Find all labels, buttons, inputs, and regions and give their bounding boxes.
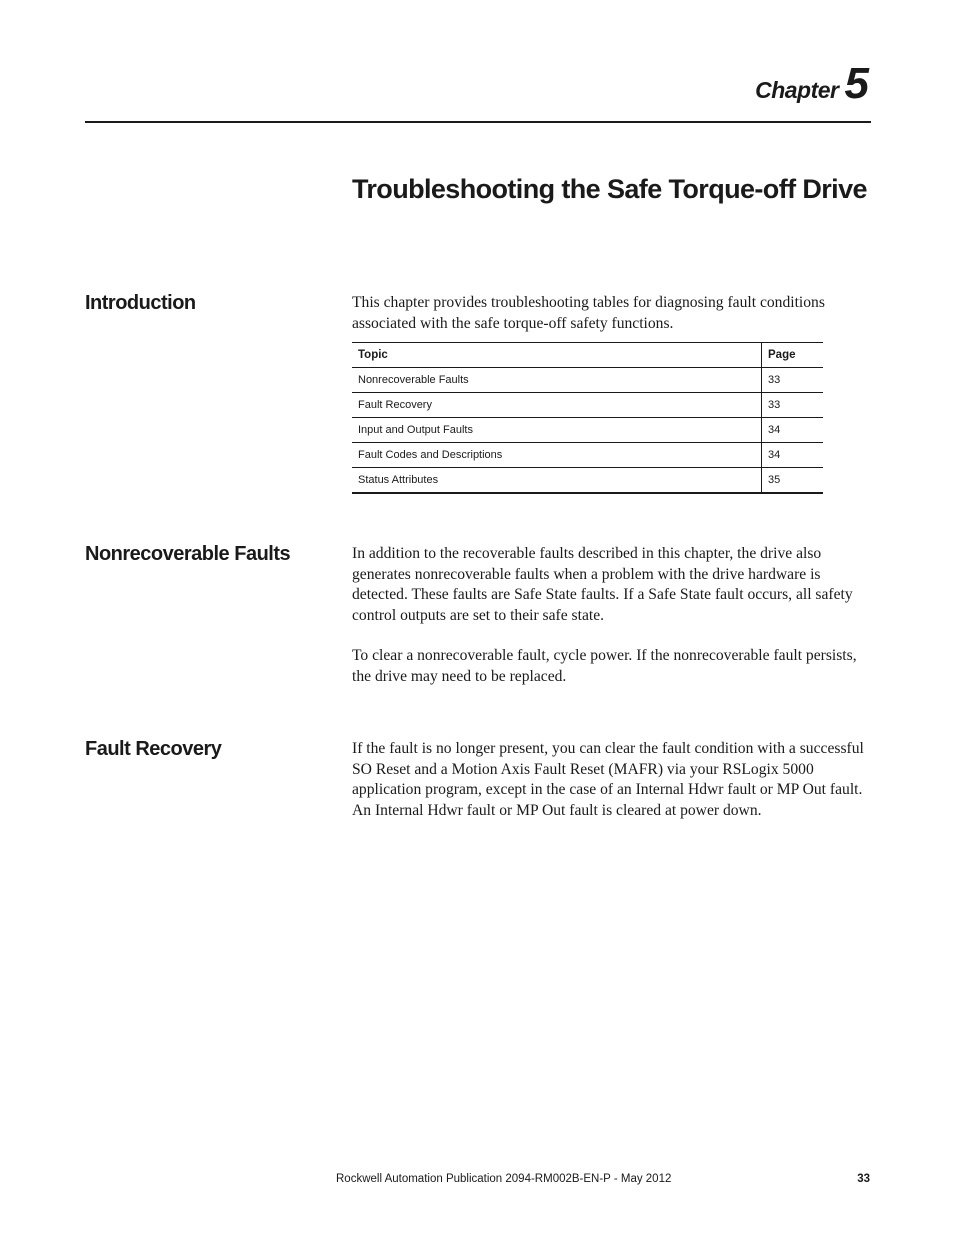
topic-column-header: Topic — [352, 343, 762, 368]
table-row — [352, 368, 823, 393]
introduction-heading: Introduction — [85, 292, 196, 314]
table-row — [352, 443, 823, 468]
nonrecoverable-paragraph-1: In addition to the recoverable faults described in this chapter, the drive also generates nonrecoverable faults when a problem with the drive hardware is detected. These faults are Safe State faults. If a Safe State fault occurs, all safety control outputs are set to their safe state. — [352, 545, 853, 624]
page-cell: 34 — [762, 443, 824, 468]
table-row — [352, 468, 823, 494]
nonrecoverable-paragraph-2: To clear a nonrecoverable fault, cycle power. If the nonrecoverable fault persists, the drive may need to be replaced. — [352, 647, 857, 685]
topic-cell: Fault Codes and Descriptions — [352, 443, 762, 468]
topic-cell: Nonrecoverable Faults — [352, 368, 762, 393]
topic-table — [352, 342, 823, 494]
footer-page-number: 33 — [857, 1173, 870, 1185]
table-header-row — [352, 343, 823, 368]
page-cell: 33 — [762, 393, 824, 418]
page-cell: 34 — [762, 418, 824, 443]
nonrecoverable-faults-heading: Nonrecoverable Faults — [85, 543, 291, 565]
page-cell: 35 — [762, 468, 824, 494]
chapter-number: 5 — [844, 59, 869, 108]
footer-publication: Rockwell Automation Publication 2094-RM002B-EN-P - May 2012 — [336, 1173, 672, 1185]
table-row — [352, 418, 823, 443]
topic-cell: Input and Output Faults — [352, 418, 762, 443]
chapter-label: Chapter — [755, 77, 839, 103]
introduction-paragraph: This chapter provides troubleshooting tables for diagnosing fault conditions associated with the safe torque-off safety functions. — [352, 294, 825, 332]
page-column-header: Page — [762, 343, 824, 368]
chapter-header — [755, 59, 869, 108]
table-row — [352, 393, 823, 418]
page-cell: 33 — [762, 368, 824, 393]
page-title: Troubleshooting the Safe Torque-off Drive — [352, 174, 867, 204]
fault-recovery-paragraph: If the fault is no longer present, you can clear the fault condition with a successful SO Reset and a Motion Axis Fault Reset (MAFR) via your RSLogix 5000 application program, except in the case of an Internal Hdwr fault or MP Out fault. An Internal Hdwr fault or MP Out fault is cleared at power down. — [352, 740, 864, 819]
topic-cell: Status Attributes — [352, 468, 762, 494]
header-divider — [85, 121, 871, 123]
topic-cell: Fault Recovery — [352, 393, 762, 418]
fault-recovery-heading: Fault Recovery — [85, 738, 222, 760]
